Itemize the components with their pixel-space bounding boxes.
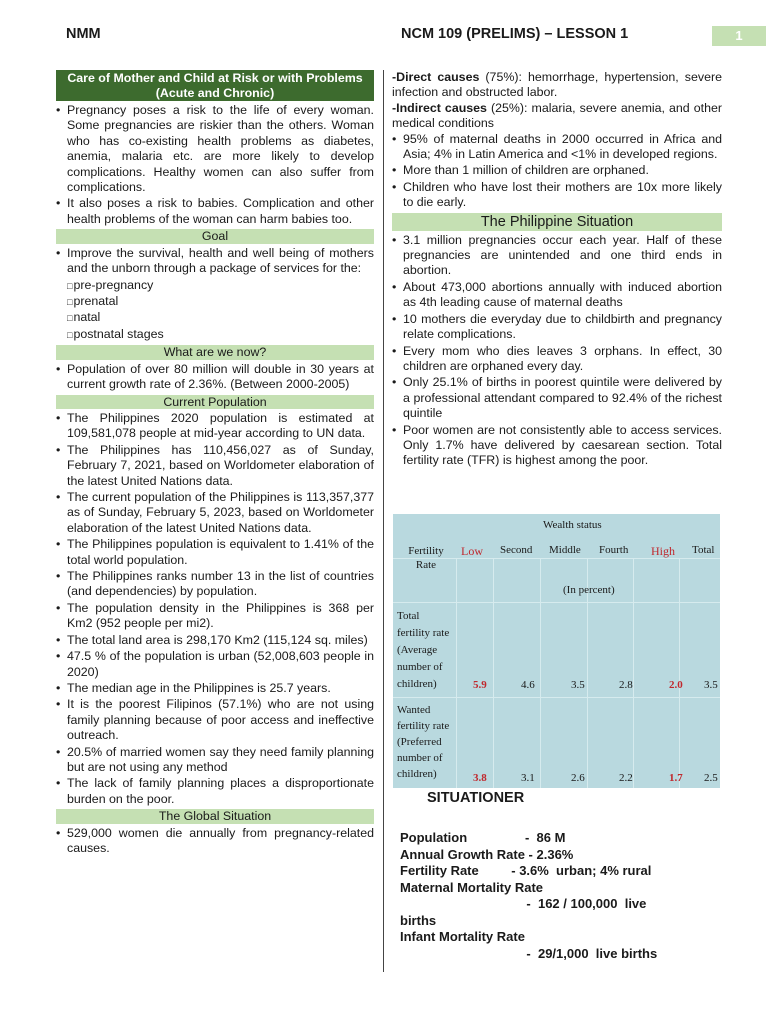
list-item: • The Philippines population is equivalent to 1.41% of the total world population. <box>56 537 374 568</box>
table-row-label-wanted <box>397 702 449 782</box>
section-title-care: Care of Mother and Child at Risk or with Problems (Acute and Chronic) <box>56 70 374 101</box>
list-item: • The median age in the Philippines is 25.7 years. <box>56 681 374 696</box>
list-item: • 95% of maternal deaths in 2000 occurred in Africa and Asia; 4% in Latin America and <1% in developed regions. <box>392 132 722 163</box>
situationer-line: births <box>400 912 437 928</box>
heading-philippine-situation: The Philippine Situation <box>392 213 722 231</box>
direct-causes-text: (75%): hemorrhage, hypertension, severe infection and obstructed labor. <box>392 70 722 100</box>
table-grid-line <box>540 558 541 788</box>
list-item: • Every mom who dies leaves 3 orphans. In effect, 30 children are orphaned every day. <box>392 344 722 375</box>
table-unit-label: (In percent) <box>563 584 615 596</box>
page-number-badge: 1 <box>712 26 766 46</box>
table-grid-line <box>493 558 494 788</box>
list-item: • 20.5% of married women say they need family planning but are not using any method <box>56 745 374 776</box>
list-item: • The current population of the Philippines is 113,357,377 as of Sunday, February 5, 2023, based on Worldometer elaboration of the latest United Nations data. <box>56 490 374 536</box>
table-row-label-line: fertility rate <box>397 627 450 639</box>
list-item: • About 473,000 abortions annually with induced abortion as 4th leading cause of maternal deaths <box>392 280 722 311</box>
situationer-line: - 162 / 100,000 live <box>400 896 647 911</box>
table-cell: 3.1 <box>521 772 535 784</box>
table-cell: 2.8 <box>619 679 633 691</box>
direct-causes-label: -Direct causes <box>392 70 480 84</box>
list-item: • Poor women are not consistently able to access services. Only 1.7% have delivered by caesarean section. Total fertility rate (TFR) is highest among the poor. <box>392 423 722 469</box>
indirect-causes <box>392 101 722 132</box>
goal-subitems <box>56 278 374 344</box>
table-cell: 3.5 <box>571 679 585 691</box>
fertility-wealth-table <box>393 514 720 788</box>
heading-goal: Goal <box>56 229 374 244</box>
subitem-postnatal: □ postnatal stages <box>67 327 374 343</box>
table-cell: 3.5 <box>704 679 718 691</box>
indirect-causes-label: -Indirect causes <box>392 100 487 115</box>
subitem-natal: □ natal <box>67 310 374 326</box>
subitem-pre-pregnancy: □ pre-pregnancy <box>67 278 374 294</box>
table-col-fourth: Fourth <box>599 544 629 556</box>
situationer-line: Infant Mortality Rate <box>400 929 525 944</box>
subitem-prenatal: □ prenatal <box>67 294 374 310</box>
list-item: • Improve the survival, health and well being of mothers and the unborn through a package of services for the: <box>56 246 374 277</box>
list-item: • The Philippines ranks number 13 in the list of countries (and dependencies) by population. <box>56 569 374 600</box>
situationer-title: SITUATIONER <box>427 790 525 806</box>
situationer-line: - 29/1,000 live births <box>400 945 658 961</box>
population-list <box>56 411 374 807</box>
table-col-middle: Middle <box>549 544 581 556</box>
right-column <box>392 70 722 470</box>
global-list-right <box>392 132 722 211</box>
table-wealth-header: Wealth status <box>543 519 602 531</box>
table-row-label-line: Total <box>397 610 420 622</box>
table-grid-line <box>679 558 680 788</box>
table-cell: 2.5 <box>704 772 718 784</box>
table-corner-label: Fertility Rate <box>408 545 444 571</box>
left-column <box>56 70 374 857</box>
situationer-line: Maternal Mortality Rate <box>400 879 544 895</box>
table-row-label-total <box>397 608 449 693</box>
table-row-label-line: (Preferred <box>397 736 442 748</box>
intro-list <box>56 103 374 227</box>
list-item: • The population density in the Philippines is 368 per Km2 (952 people per mi2). <box>56 601 374 632</box>
list-item: • The total land area is 298,170 Km2 (115,124 sq. miles) <box>56 633 374 648</box>
table-row-label-line: number of <box>397 752 443 764</box>
philippine-list <box>392 233 722 469</box>
list-item: • The lack of family planning places a disproportionate burden on the poor. <box>56 776 374 807</box>
direct-causes <box>392 70 722 101</box>
table-row-label-line: (Average <box>397 644 438 656</box>
list-item: • Only 25.1% of births in poorest quintile were delivered by a professional attendant compared to 92.4% of the richest quintile <box>392 375 722 421</box>
where-list <box>56 362 374 393</box>
situationer-block <box>400 830 725 962</box>
table-cell: 5.9 <box>473 679 487 691</box>
table-cell: 2.2 <box>619 772 633 784</box>
table-col-low: Low <box>461 544 483 558</box>
list-item: • It also poses a risk to babies. Complication and other health problems of the woman can harm babies too. <box>56 196 374 227</box>
list-item: • 529,000 women die annually from pregnancy-related causes. <box>56 826 374 857</box>
list-item: • The Philippines 2020 population is estimated at 109,581,078 people at mid-year according to UN data. <box>56 411 374 442</box>
header-lesson-title: NCM 109 (PRELIMS) – LESSON 1 <box>401 26 629 42</box>
list-item: • Children who have lost their mothers are 10x more likely to die early. <box>392 180 722 211</box>
table-grid-line <box>633 558 634 788</box>
situationer-line: Population - 86 M <box>400 830 566 845</box>
global-list-left <box>56 826 374 857</box>
list-item: • 10 mothers die everyday due to childbirth and pregnancy relate complications. <box>392 312 722 343</box>
list-item: • Pregnancy poses a risk to the life of every woman. Some pregnancies are riskier than the others. Woman who has co-existing health problems as diabetes, anemia, malaria etc. are more likely to develop complications. Healthy women can also suffer from complications. <box>56 103 374 195</box>
table-cell: 2.6 <box>571 772 585 784</box>
situationer-line: Annual Growth Rate - 2.36% <box>400 846 574 862</box>
heading-global-situation: The Global Situation <box>56 809 374 824</box>
goal-list <box>56 246 374 277</box>
table-cell: 3.8 <box>473 772 487 784</box>
table-row-label-line: Wanted <box>397 704 431 716</box>
table-row-label-line: number of <box>397 661 443 673</box>
column-divider <box>383 70 384 972</box>
table-row-label-line: children) <box>397 768 437 780</box>
table-grid-line <box>456 558 457 788</box>
table-col-high: High <box>651 544 675 558</box>
table-col-total: Total <box>692 544 715 556</box>
list-item: • Population of over 80 million will double in 30 years at current growth rate of 2.36%. (Between 2000-2005) <box>56 362 374 393</box>
table-cell: 2.0 <box>669 679 683 691</box>
table-grid-line <box>393 602 720 603</box>
table-grid-line <box>393 697 720 698</box>
table-col-second: Second <box>500 544 533 556</box>
heading-current-population: Current Population <box>56 395 374 410</box>
list-item: • It is the poorest Filipinos (57.1%) who are not using family planning because of poor access and ineffective outreach. <box>56 697 374 743</box>
heading-where-are-we: What are we now? <box>56 345 374 360</box>
list-item: • The Philippines has 110,456,027 as of Sunday, February 7, 2021, based on Worldometer elaboration of the latest United Nations data. <box>56 443 374 489</box>
table-cell: 4.6 <box>521 679 535 691</box>
list-item: • 3.1 million pregnancies occur each year. Half of these pregnancies are unintended and one third ends in abortion. <box>392 233 722 279</box>
indirect-causes-text: (25%): malaria, severe anemia, and other medical conditions <box>392 100 722 131</box>
table-cell: 1.7 <box>669 772 683 784</box>
list-item: • More than 1 million of children are orphaned. <box>392 163 722 178</box>
situationer-line: Fertility Rate - 3.6% urban; 4% rural <box>400 863 652 878</box>
header-course-code: NMM <box>66 26 101 42</box>
table-row-label-line: children) <box>397 678 437 690</box>
table-row-label-line: fertility rate <box>397 720 450 732</box>
list-item: • 47.5 % of the population is urban (52,008,603 people in 2020) <box>56 649 374 680</box>
